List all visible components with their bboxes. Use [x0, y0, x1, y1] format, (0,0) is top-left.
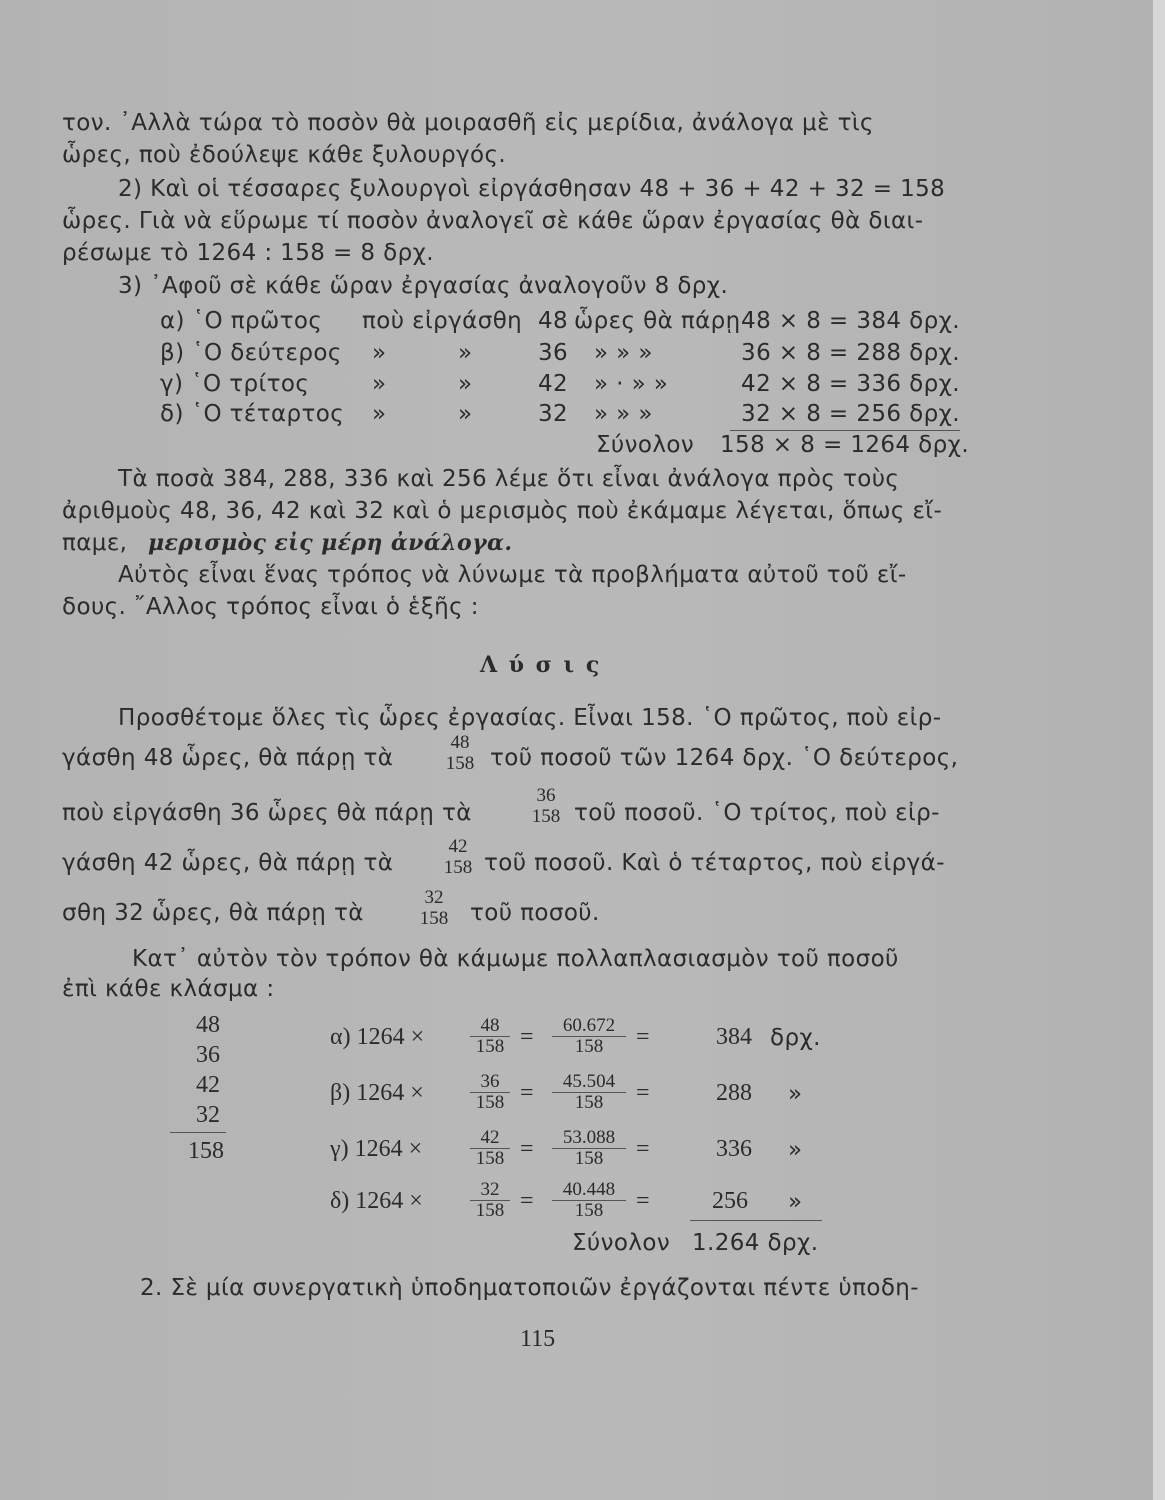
- sum-rule: [690, 1220, 822, 1221]
- sum-rule: [730, 430, 960, 431]
- text-line: παμε,: [62, 530, 128, 556]
- text-line: ποὺ εἰργάσθη 36 ὧρες θὰ πάρῃ τὰ: [62, 800, 472, 826]
- text-line: Κατ᾿ αὐτὸν τὸν τρόπον θὰ κάμωμε πολλαπλασιασμὸν τοῦ ποσοῦ: [132, 946, 899, 972]
- worker-hours: 36: [538, 340, 569, 366]
- numerator: 45.504: [562, 1071, 616, 1092]
- mult-label: δ) 1264 ×: [330, 1188, 423, 1214]
- numerator: 60.672: [562, 1015, 616, 1036]
- worker-unit: » » »: [594, 401, 653, 427]
- total-label: Σύνολον: [596, 432, 695, 458]
- total-calc: 158 × 8 = 1264 δρχ.: [720, 432, 970, 458]
- mult-label: γ) 1264 ×: [330, 1136, 423, 1162]
- equals: =: [636, 1024, 650, 1050]
- result: 336: [716, 1136, 752, 1162]
- sum-total: 158: [188, 1138, 224, 1164]
- denominator: 158: [470, 1092, 510, 1113]
- fraction: [470, 1016, 510, 1057]
- result: 288: [716, 1080, 752, 1106]
- denominator: 158: [419, 908, 449, 929]
- denominator: 158: [470, 1036, 510, 1057]
- addend: 32: [196, 1102, 220, 1128]
- worker-label: β) ῾Ο δεύτερος: [160, 340, 342, 366]
- equals: =: [636, 1136, 650, 1162]
- fraction: [552, 1128, 626, 1169]
- fraction: [440, 733, 480, 774]
- text-line: τοῦ ποσοῦ. ῾Ο τρίτος, ποὺ εἰρ-: [574, 800, 940, 826]
- worker-mid: »: [372, 401, 387, 427]
- fraction: [552, 1016, 626, 1057]
- text-line: 2. Σὲ μία συνεργατικὴ ὑποδηματοποιῶν ἐργάζονται πέντε ὑποδη-: [140, 1275, 919, 1301]
- fraction: [552, 1072, 626, 1113]
- fraction: [414, 888, 454, 929]
- numerator: 48: [450, 732, 470, 753]
- worker-calc: 36 × 8 = 288 δρχ.: [741, 340, 960, 366]
- denominator: 158: [470, 1200, 510, 1221]
- text-line: ρέσωμε τὸ 1264 : 158 = 8 δρχ.: [62, 240, 434, 266]
- equals: =: [520, 1024, 534, 1050]
- equals: =: [520, 1080, 534, 1106]
- total-value: 1.264 δρχ.: [692, 1230, 819, 1256]
- text-line: Αὐτὸς εἶναι ἕνας τρόπος νὰ λύνωμε τὰ προβλήματα αὐτοῦ τοῦ εἴ-: [118, 562, 907, 588]
- total-label: Σύνολον: [572, 1230, 671, 1256]
- equals: =: [636, 1188, 650, 1214]
- result: 256: [712, 1188, 748, 1214]
- equals: =: [520, 1136, 534, 1162]
- text-line: Τὰ ποσὰ 384, 288, 336 καὶ 256 λέμε ὅτι εἶναι ἀνάλογα πρὸς τοὺς: [118, 466, 900, 492]
- worker-calc: 48 × 8 = 384 δρχ.: [741, 308, 960, 334]
- numerator: 42: [480, 1127, 500, 1148]
- denominator: 158: [552, 1148, 626, 1169]
- text-line: 3) ᾿Αφοῦ σὲ κάθε ὥραν ἐργασίας ἀναλογοῦν 8 δρχ.: [118, 273, 729, 299]
- text-line: 2) Καὶ οἱ τέσσαρες ξυλουργοὶ εἰργάσθησαν 48 + 36 + 42 + 32 = 158: [118, 176, 946, 202]
- addend: 48: [196, 1012, 220, 1038]
- denominator: 158: [552, 1036, 626, 1057]
- text-line: τοῦ ποσοῦ. Καὶ ὁ τέταρτος, ποὺ εἰργά-: [484, 850, 945, 876]
- result-unit: δρχ.: [770, 1025, 821, 1051]
- worker-label: α) ῾Ο πρῶτος: [160, 308, 323, 334]
- worker-calc: 42 × 8 = 336 δρχ.: [741, 371, 960, 397]
- worker-unit: ὧρες θὰ πάρῃ: [574, 308, 741, 334]
- denominator: 158: [552, 1092, 626, 1113]
- mult-label: α) 1264 ×: [330, 1024, 425, 1050]
- denominator: 158: [443, 857, 473, 878]
- result-unit: »: [788, 1189, 803, 1215]
- fraction: [470, 1072, 510, 1113]
- text-line: ἐπὶ κάθε κλάσμα :: [62, 976, 275, 1002]
- numerator: 42: [448, 836, 468, 857]
- worker-hours: 42: [538, 371, 569, 397]
- worker-hours: 48: [538, 308, 569, 334]
- text-line: σθη 32 ὧρες, θὰ πάρῃ τὰ: [62, 900, 364, 926]
- page-number: 115: [520, 1326, 556, 1352]
- result-unit: »: [788, 1081, 803, 1107]
- worker-calc: 32 × 8 = 256 δρχ.: [741, 401, 960, 427]
- numerator: 48: [480, 1015, 500, 1036]
- fraction: [438, 837, 478, 878]
- worker-mid: ποὺ εἰργάσθη: [362, 308, 523, 334]
- result-unit: »: [788, 1137, 803, 1163]
- denominator: 158: [470, 1148, 510, 1169]
- denominator: 158: [531, 806, 561, 827]
- text-line: τον. ᾿Αλλὰ τώρα τὸ ποσὸν θὰ μοιρασθῆ εἰς μερίδια, ἀνάλογα μὲ τὶς: [62, 110, 874, 136]
- sum-rule: [170, 1132, 226, 1133]
- worker-mid: »: [458, 340, 473, 366]
- worker-mid: »: [372, 371, 387, 397]
- numerator: 36: [536, 785, 556, 806]
- denominator: 158: [445, 753, 475, 774]
- fraction: [470, 1180, 510, 1221]
- fraction: [470, 1128, 510, 1169]
- numerator: 36: [480, 1071, 500, 1092]
- result: 384: [716, 1024, 752, 1050]
- text-line: ὧρες, ποὺ ἐδούλεψε κάθε ξυλουργός.: [62, 142, 507, 168]
- page-edge: [1153, 0, 1165, 1500]
- text-line: Προσθέτομε ὅλες τὶς ὧρες ἐργασίας. Εἶναι 158. ῾Ο πρῶτος, ποὺ εἰρ-: [118, 705, 942, 731]
- text-line: ἀριθμοὺς 48, 36, 42 καὶ 32 καὶ ὁ μερισμὸς ποὺ ἐκάμαμε λέγεται, ὅπως εἴ-: [62, 498, 943, 524]
- text-line: ὧρες. Γιὰ νὰ εὕρωμε τί ποσὸν ἀναλογεῖ σὲ κάθε ὥραν ἐργασίας θὰ διαι-: [62, 208, 924, 234]
- mult-label: β) 1264 ×: [330, 1080, 424, 1106]
- equals: =: [520, 1188, 534, 1214]
- worker-mid: »: [372, 340, 387, 366]
- addend: 42: [196, 1072, 220, 1098]
- worker-mid: »: [458, 371, 473, 397]
- worker-mid: »: [458, 401, 473, 427]
- numerator: 32: [424, 887, 444, 908]
- text-line: δους. ῎Αλλος τρόπος εἶναι ὁ ἑξῆς :: [62, 594, 479, 620]
- text-line: τοῦ ποσοῦ.: [470, 900, 600, 926]
- numerator: 53.088: [562, 1127, 616, 1148]
- text-line: γάσθη 48 ὧρες, θὰ πάρῃ τὰ: [62, 745, 394, 771]
- worker-unit: » » »: [594, 340, 653, 366]
- worker-label: δ) ῾Ο τέταρτος: [160, 401, 345, 427]
- section-heading: Λ ύ σ ι ς: [480, 652, 602, 678]
- numerator: 40.448: [562, 1179, 616, 1200]
- fraction: [552, 1180, 626, 1221]
- worker-hours: 32: [538, 401, 569, 427]
- text-line: τοῦ ποσοῦ τῶν 1264 δρχ. ῾Ο δεύτερος,: [490, 745, 959, 771]
- fraction: [526, 786, 566, 827]
- worker-label: γ) ῾Ο τρίτος: [160, 371, 310, 397]
- addend: 36: [196, 1042, 220, 1068]
- text-line: γάσθη 42 ὧρες, θὰ πάρῃ τὰ: [62, 850, 394, 876]
- equals: =: [636, 1080, 650, 1106]
- worker-unit: » · » »: [594, 371, 669, 397]
- denominator: 158: [552, 1200, 626, 1221]
- numerator: 32: [480, 1179, 500, 1200]
- emphasis-term: μερισμὸς εἰς μέρη ἀνάλογα.: [148, 530, 513, 556]
